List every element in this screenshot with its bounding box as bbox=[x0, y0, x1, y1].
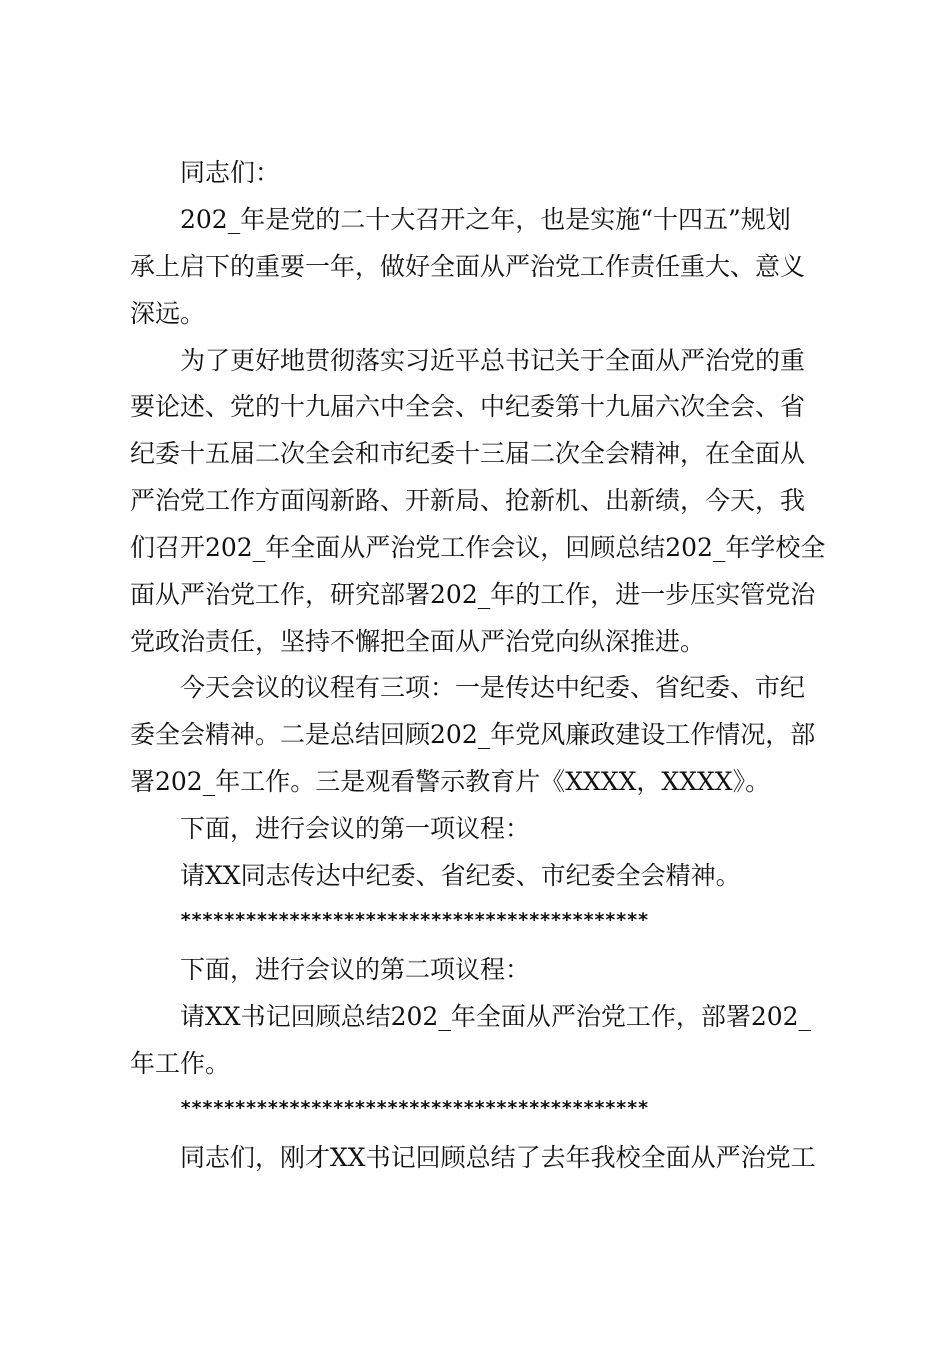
agenda-item-2-line-1: 请XX书记回顾总结202_年全面从严治党工作，部署202_ bbox=[180, 1002, 812, 1031]
closing-line: 同志们，刚才XX书记回顾总结了去年我校全面从严治党工 bbox=[180, 1143, 816, 1172]
paragraph-2-line-4: 严治党工作方面闯新路、开新局、抢新机、出新绩，今天，我 bbox=[130, 486, 806, 515]
paragraph-2-line-1: 为了更好地贯彻落实习近平总书记关于全面从严治党的重 bbox=[180, 346, 806, 375]
agenda-item-2-intro: 下面，进行会议的第二项议程： bbox=[180, 955, 531, 984]
agenda-item-1-intro: 下面，进行会议的第一项议程： bbox=[180, 814, 531, 843]
paragraph-2-line-7: 党政治责任，坚持不懈把全面从严治党向纵深推进。 bbox=[130, 627, 706, 656]
agenda-item-1-text: 请XX同志传达中纪委、省纪委、市纪委全会精神。 bbox=[180, 861, 741, 890]
paragraph-3-line-3: 署202_年工作。三是观看警示教育片《XXXX，XXXX》。 bbox=[130, 767, 771, 796]
paragraph-3-line-1: 今天会议的议程有三项：一是传达中纪委、省纪委、市纪 bbox=[180, 673, 806, 702]
separator-1: ******************************************* bbox=[180, 909, 649, 931]
separator-2: ******************************************* bbox=[180, 1097, 649, 1119]
paragraph-1-line-3: 深远。 bbox=[130, 299, 206, 328]
paragraph-2-line-6: 面从严治党工作，研究部署202_年的工作，进一步压实管党治 bbox=[130, 580, 816, 609]
paragraph-2-line-3: 纪委十五届二次全会和市纪委十三届二次全会精神，在全面从 bbox=[130, 439, 806, 468]
paragraph-1-line-1: 202_年是党的二十大召开之年，也是实施“十四五”规划 bbox=[180, 205, 791, 234]
paragraph-2-line-5: 们召开202_年全面从严治党工作会议，回顾总结202_年学校全 bbox=[130, 533, 826, 562]
paragraph-1-line-2: 承上启下的重要一年，做好全面从严治党工作责任重大、意义 bbox=[130, 252, 806, 281]
agenda-item-2-line-2: 年工作。 bbox=[130, 1049, 231, 1078]
salutation: 同志们： bbox=[180, 158, 281, 187]
paragraph-2-line-2: 要论述、党的十九届六中全会、中纪委第十九届六次全会、省 bbox=[130, 392, 806, 421]
paragraph-3-line-2: 委全会精神。二是总结回顾202_年党风廉政建设工作情况，部 bbox=[130, 720, 816, 749]
